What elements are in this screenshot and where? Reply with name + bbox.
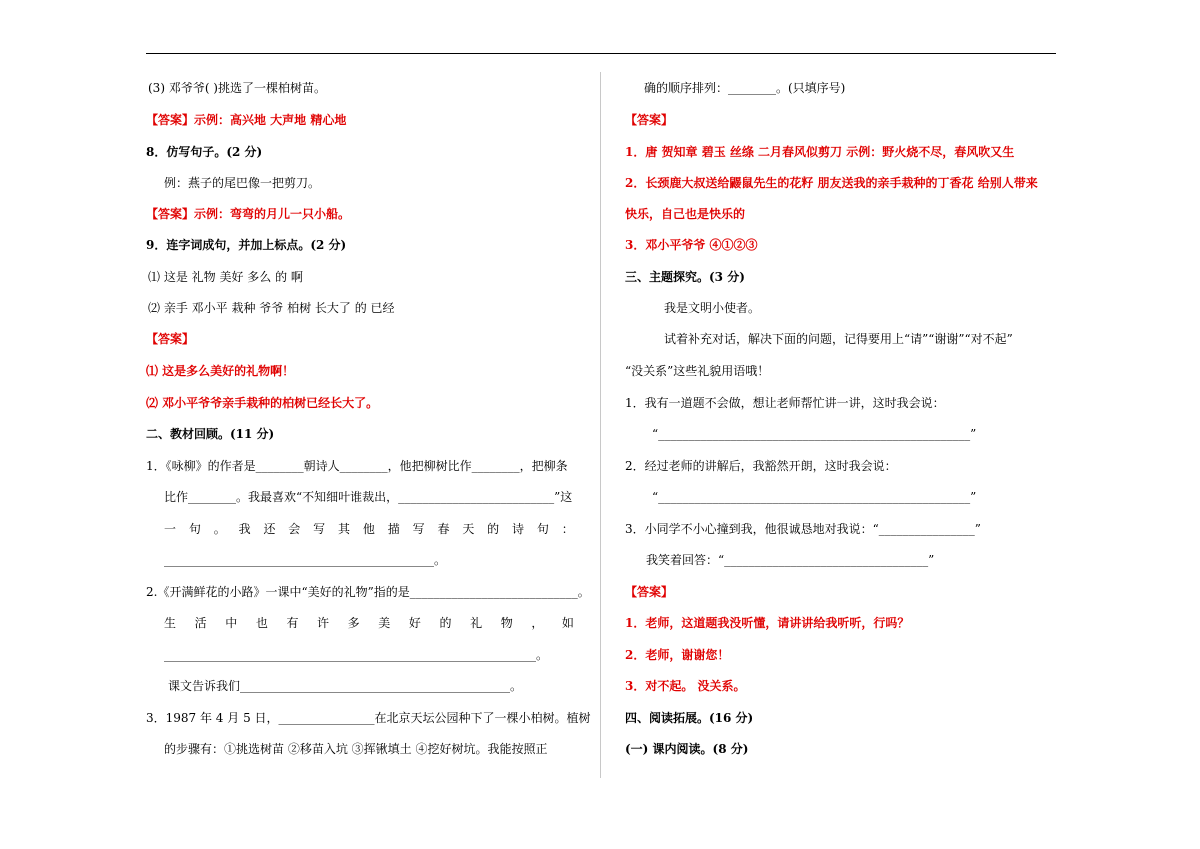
section-4-subtitle: (一) 课内阅读。(8 分): [625, 742, 749, 756]
justified-char: 句: [536, 522, 549, 536]
answer-label-right: 【答案】: [625, 113, 674, 127]
answer-dialogue-2: 2．老师，谢谢您！: [625, 648, 730, 662]
answer-section-2-1: 1．唐 贺知章 碧玉 丝绦 二月春风似剪刀 示例：野火烧不尽，春风吹又生: [625, 145, 1015, 159]
question-8-title: 8．仿写句子。(2 分): [146, 145, 263, 159]
justified-char: 春: [437, 522, 450, 536]
justified-char: 有: [286, 616, 299, 630]
dialogue-3: 3．小同学不小心撞到我，他很诚恳地对我说：“________________”: [625, 522, 981, 536]
question-2-line-4: 课文告诉我们_____________________________________________。: [168, 679, 523, 693]
justified-char: 会: [288, 522, 301, 536]
question-1-line-2: 比作________。我最喜欢“不知细叶谁裁出，__________________________”这: [164, 490, 573, 504]
justified-char: 描: [387, 522, 400, 536]
question-3-line-1: 3．1987 年 4 月 5 日，________________在北京天坛公园种下了一棵小柏树。植树: [146, 711, 591, 725]
justified-char: 。: [213, 522, 226, 536]
justified-char: 他: [362, 522, 375, 536]
question-2-line-3: ______________________________________________________________。: [164, 648, 549, 662]
answer-7: 【答案】示例：高兴地 大声地 精心地: [146, 113, 347, 127]
justified-char: 好: [408, 616, 421, 630]
justified-char: ：: [561, 522, 574, 536]
justified-char: 诗: [512, 522, 525, 536]
justified-char: 天: [462, 522, 475, 536]
justified-char: ，: [531, 616, 544, 630]
question-1-line-4: _____________________________________________。: [164, 553, 447, 567]
section-4-title: 四、阅读拓展。(16 分): [625, 711, 754, 725]
question-9-title: 9．连字词成句，并加上标点。(2 分): [146, 238, 347, 252]
justified-char: 还: [263, 522, 276, 536]
question-9-2: ⑵ 亲手 邓小平 栽种 爷爷 柏树 长大了 的 已经: [148, 301, 395, 315]
answer-8: 【答案】示例：弯弯的月儿一只小船。: [146, 207, 351, 221]
justified-char: 其: [338, 522, 351, 536]
section-3-title: 三、主题探究。(3 分): [625, 270, 745, 284]
answer-section-2-2a: 2．长颈鹿大叔送给鼹鼠先生的花籽 朋友送我的亲手栽种的丁香花 给别人带来: [625, 176, 1038, 190]
justified-char: 一: [164, 522, 177, 536]
answer-dialogue-3: 3．对不起。 没关系。: [625, 679, 746, 693]
justified-char: 多: [347, 616, 360, 630]
question-3-line-2: 的步骤有：①挑选树苗 ②移苗入坑 ③挥锹填土 ④挖好树坑。我能按照正: [164, 742, 548, 756]
question-8-example: 例：燕子的尾巴像一把剪刀。: [164, 176, 321, 190]
justified-char: 物: [500, 616, 513, 630]
justified-char: 礼: [470, 616, 483, 630]
dialogue-2-blank: “____________________________________________________”: [652, 490, 977, 504]
answer-label-section-3: 【答案】: [625, 585, 674, 599]
dialogue-1: 1．我有一道题不会做，想让老师帮忙讲一讲，这时我会说：: [625, 396, 945, 410]
section-2-title: 二、教材回顾。(11 分): [146, 427, 275, 441]
justified-char: 写: [412, 522, 425, 536]
justified-char: 如: [561, 616, 574, 630]
justified-char: 的: [439, 616, 452, 630]
answer-label: 【答案】: [146, 332, 195, 346]
column-divider: [600, 72, 601, 778]
answer-9-2: ⑵ 邓小平爷爷亲手栽种的柏树已经长大了。: [146, 396, 379, 410]
dialogue-1-blank: “____________________________________________________”: [652, 427, 977, 441]
justified-char: 中: [225, 616, 238, 630]
justified-char: 美: [378, 616, 391, 630]
answer-dialogue-1: 1．老师，这道题我没听懂，请讲讲给我听听，行吗？: [625, 616, 910, 630]
justified-char: 生: [164, 616, 177, 630]
intro-2: 试着补充对话，解决下面的问题，记得要用上“请”“谢谢”“对不起”: [664, 332, 1013, 346]
intro-3: “没关系”这些礼貌用语哦！: [625, 364, 770, 378]
justified-char: 我: [238, 522, 251, 536]
answer-9-1: ⑴ 这是多么美好的礼物啊！: [146, 364, 295, 378]
answer-section-2-2b: 快乐，自己也是快乐的: [625, 207, 746, 221]
question-2-line-1: 2.《开满鲜花的小路》一课中“美好的礼物”指的是____________________________。: [146, 585, 590, 599]
question-1-line-3: [164, 521, 574, 537]
header-rule: [146, 53, 1056, 54]
question-1-line-1: 1．《咏柳》的作者是________朝诗人________，他把柳树比作________，把柳条: [146, 459, 568, 473]
question-7-3: (3) 邓爷爷( )挑选了一棵柏树苗。: [148, 81, 326, 95]
justified-char: 许: [317, 616, 330, 630]
question-9-1: ⑴ 这是 礼物 美好 多么 的 啊: [148, 270, 303, 284]
justified-char: 也: [255, 616, 268, 630]
justified-char: 句: [188, 522, 201, 536]
dialogue-2: 2．经过老师的讲解后，我豁然开朗，这时我会说：: [625, 459, 897, 473]
justified-char: 写: [313, 522, 326, 536]
dialogue-3-reply: 我笑着回答：“__________________________________”: [646, 553, 935, 567]
question-3-continued: 确的顺序排列：________。(只填序号): [644, 81, 846, 95]
intro-1: 我是文明小使者。: [664, 301, 761, 315]
justified-char: 的: [487, 522, 500, 536]
answer-section-2-3: 3．邓小平爷爷 ④①②③: [625, 238, 758, 252]
justified-char: 活: [194, 616, 207, 630]
question-2-line-2: [164, 615, 574, 631]
